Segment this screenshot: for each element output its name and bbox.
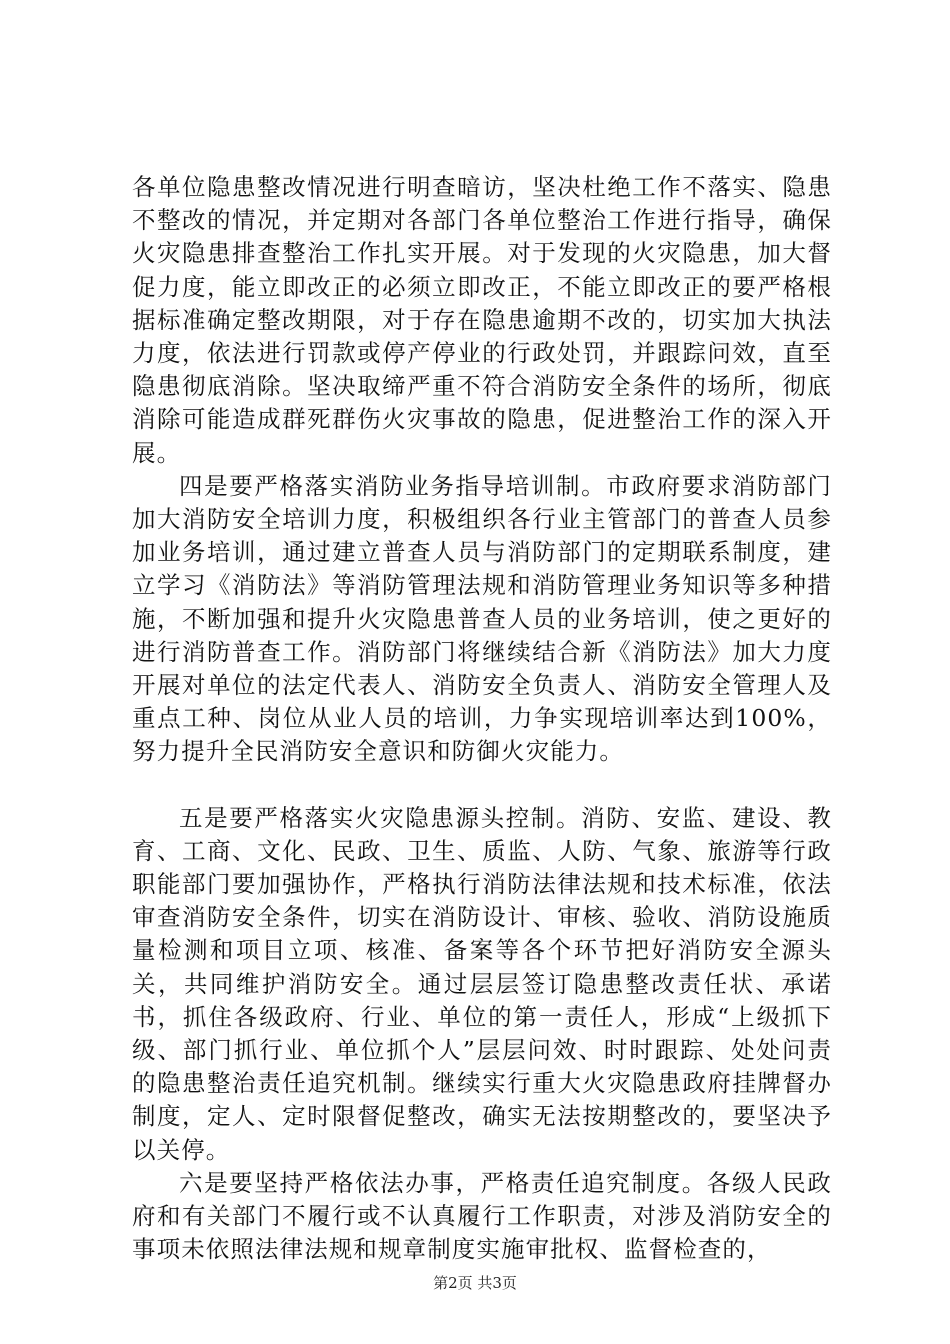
paragraph-six: 六是要坚持严格依法办事，严格责任追究制度。各级人民政府和有关部门不履行或不认真履行工作职责，对涉及消防安全的事项未依照法律法规和规章制度实施审批权、监督检查的， [132, 1168, 832, 1264]
paragraph-four: 四是要严格落实消防业务指导培训制。市政府要求消防部门加大消防安全培训力度，积极组织各行业主管部门的普查人员参加业务培训，通过建立普查人员与消防部门的定期联系制度，建立学习《消防法》等消防管理法规和消防管理业务知识等多种措施，不断加强和提升火灾隐患普查人员的业务培训，使之更好的进行消防普查工作。消防部门将继续结合新《消防法》加大力度开展对单位的法定代表人、消防安全负责人、消防安全管理人及重点工种、岗位从业人员的培训，力争实现培训率达到100%，努力提升全民消防安全意识和防御火灾能力。 [132, 471, 832, 766]
paragraph-continuation: 各单位隐患整改情况进行明查暗访，坚决杜绝工作不落实、隐患不整改的情况，并定期对各部门各单位整治工作进行指导，确保火灾隐患排查整治工作扎实开展。对于发现的火灾隐患，加大督促力度，能立即改正的必须立即改正，不能立即改正的要严格根据标准确定整改期限，对于存在隐患逾期不改的，切实加大执法力度，依法进行罚款或停产停业的行政处罚，并跟踪问效，直至隐患彻底消除。坚决取缔严重不符合消防安全条件的场所，彻底消除可能造成群死群伤火灾事故的隐患，促进整治工作的深入开展。 [132, 173, 832, 467]
page-footer: 第2页 共3页 [433, 1274, 517, 1292]
paragraph-five: 五是要严格落实火灾隐患源头控制。消防、安监、建设、教育、工商、文化、民政、卫生、质监、人防、气象、旅游等行政职能部门要加强协作，严格执行消防法律法规和技术标准，依法审查消防安全条件，切实在消防设计、审核、验收、消防设施质量检测和项目立项、核准、备案等各个环节把好消防安全源头关，共同维护消防安全。通过层层签订隐患整改责任状、承诺书，抓住各级政府、行业、单位的第一责任人，形成“上级抓下级、部门抓行业、单位抓个人”层层问效、时时跟踪、处处问责的隐患整治责任追究机制。继续实行重大火灾隐患政府挂牌督办制度，定人、定时限督促整改，确实无法按期整改的，要坚决予以关停。 [132, 803, 832, 1164]
document-body [132, 171, 832, 1267]
